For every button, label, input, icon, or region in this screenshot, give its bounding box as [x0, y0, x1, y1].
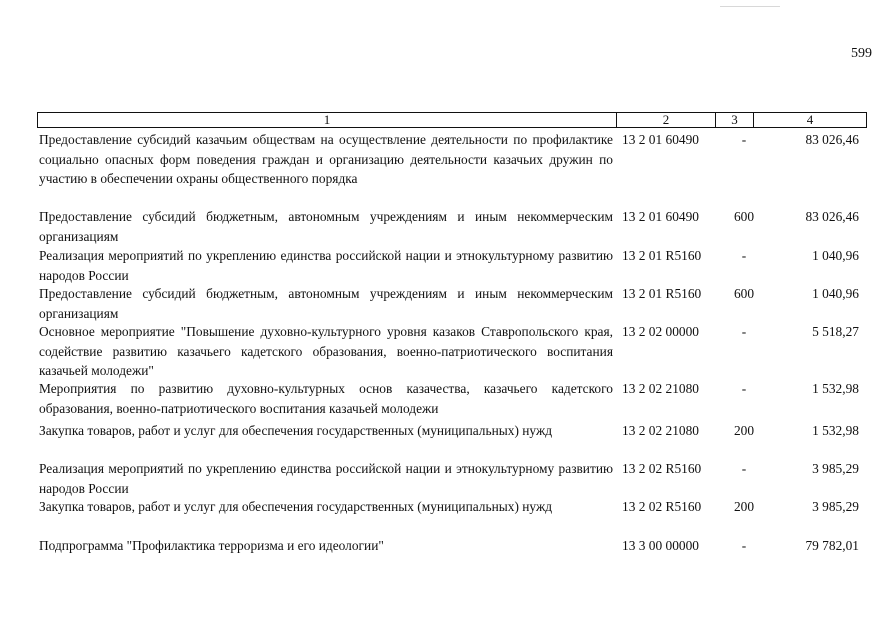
- row-amount: 3 985,29: [812, 499, 859, 514]
- row-amount: 1 040,96: [812, 286, 859, 301]
- header-col-2: 2: [617, 113, 716, 127]
- row-code: 13 2 01 R5160: [622, 248, 702, 263]
- row-description: Реализация мероприятий по укреплению единства российской нации и этнокультурному развитию народов России: [39, 248, 613, 283]
- row-code: 13 2 02 R5160: [622, 499, 702, 514]
- row-expense-type: 200: [733, 499, 755, 514]
- row-amount: 1 532,98: [812, 381, 859, 396]
- row-description: Подпрограмма "Профилактика терроризма и его идеологии": [39, 538, 384, 553]
- row-description: Предоставление субсидий бюджетным, автономным учреждениям и иным некоммерческим организациям: [39, 286, 613, 321]
- scan-artifact-line: [720, 6, 780, 7]
- row-expense-type: 200: [733, 423, 755, 438]
- row-expense-type: -: [741, 538, 747, 553]
- row-amount: 3 985,29: [812, 461, 859, 476]
- row-expense-type: 600: [733, 209, 755, 224]
- row-description: Мероприятия по развитию духовно-культурных основ казачества, казачьего кадетского образования, военно-патриотического воспитания казачьей молодежи: [39, 381, 613, 416]
- row-code: 13 2 02 00000: [622, 324, 699, 339]
- row-code: 13 2 02 21080: [622, 381, 699, 396]
- row-description: Закупка товаров, работ и услуг для обеспечения государственных (муниципальных) нужд: [39, 423, 553, 438]
- row-code: 13 2 01 R5160: [622, 286, 702, 301]
- row-description: Закупка товаров, работ и услуг для обеспечения государственных (муниципальных) нужд: [39, 499, 553, 514]
- row-expense-type: 600: [733, 286, 755, 301]
- row-description: Реализация мероприятий по укреплению единства российской нации и этнокультурному развитию народов России: [39, 461, 613, 496]
- row-amount: 5 518,27: [812, 324, 859, 339]
- row-code: 13 2 02 21080: [622, 423, 699, 438]
- row-amount: 79 782,01: [805, 538, 859, 553]
- row-expense-type: -: [741, 324, 747, 339]
- row-amount: 83 026,46: [805, 209, 859, 224]
- row-amount: 83 026,46: [805, 132, 859, 147]
- table-header: [37, 112, 867, 128]
- row-description: Предоставление субсидий казачьим обществам на осуществление деятельности по профилактике социально опасных форм поведения граждан и организацию деятельности казачьих дружин по участию в обеспечении охраны общественного порядка: [39, 132, 613, 186]
- header-col-4: 4: [806, 112, 814, 127]
- row-description: Предоставление субсидий бюджетным, автономным учреждениям и иным некоммерческим организациям: [39, 209, 613, 244]
- row-expense-type: -: [741, 461, 747, 476]
- row-description: Основное мероприятие "Повышение духовно-культурного уровня казаков Ставропольского края, содействие развитию казачьего кадетского образования, военно-патриотического воспитания казачьей молодежи": [39, 324, 613, 378]
- header-col-1: 1: [38, 113, 617, 127]
- row-expense-type: -: [741, 381, 747, 396]
- header-col-3: 3: [716, 113, 754, 127]
- row-amount: 1 040,96: [812, 248, 859, 263]
- page-number: 599: [851, 46, 872, 61]
- row-code: 13 3 00 00000: [622, 538, 699, 553]
- row-code: 13 2 01 60490: [622, 209, 699, 224]
- row-expense-type: -: [741, 132, 747, 147]
- row-code: 13 2 01 60490: [622, 132, 699, 147]
- row-amount: 1 532,98: [812, 423, 859, 438]
- row-code: 13 2 02 R5160: [622, 461, 702, 476]
- row-expense-type: -: [741, 248, 747, 263]
